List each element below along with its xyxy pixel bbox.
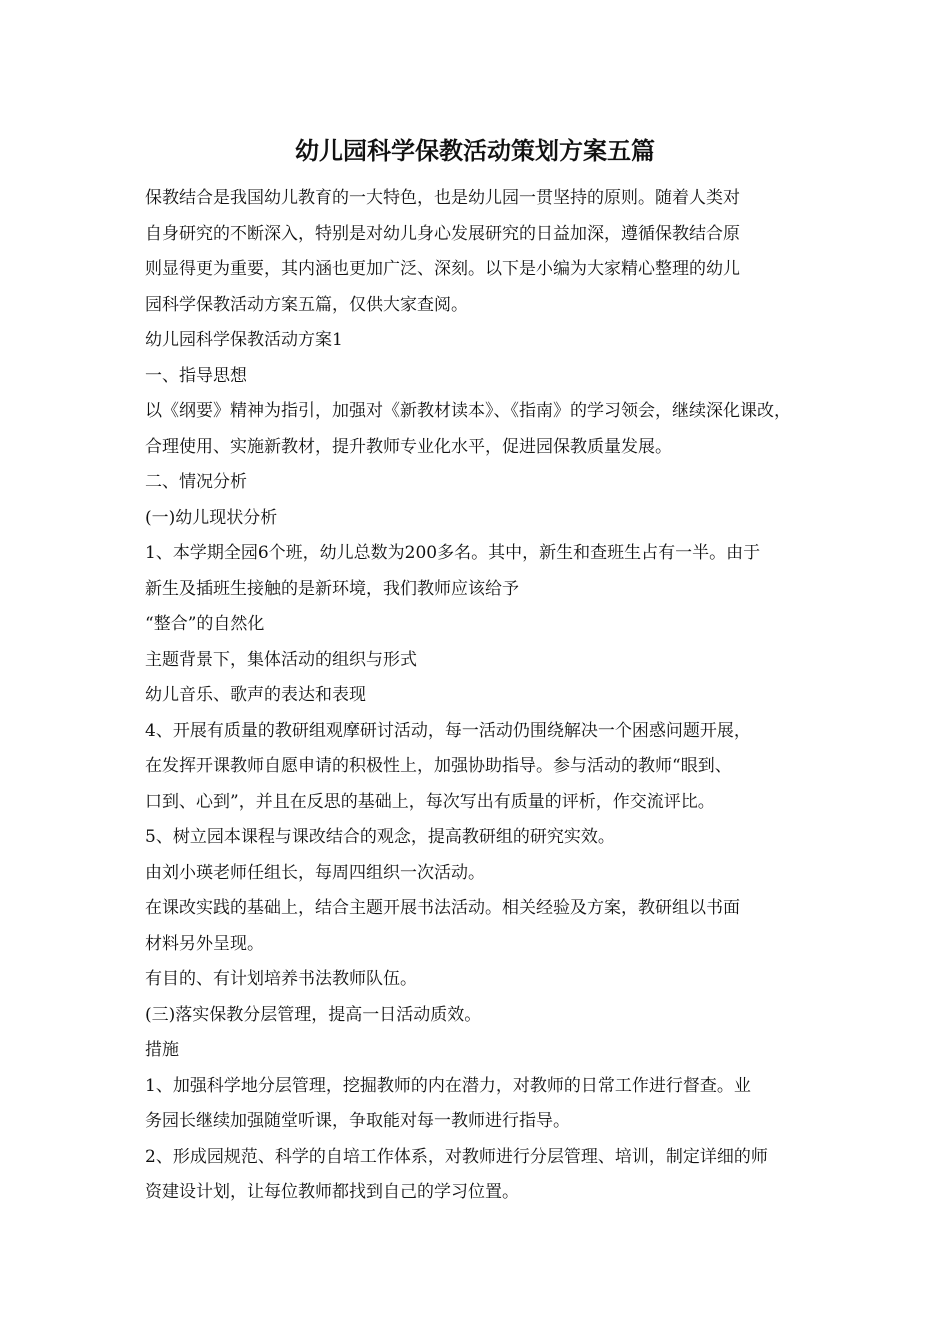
section-heading: 措施: [145, 1040, 179, 1060]
text-line: 幼儿音乐、歌声的表达和表现: [145, 685, 366, 705]
text-line: 1、加强科学地分层管理，挖掘教师的内在潜力，对教师的日常工作进行督查。业: [145, 1075, 751, 1096]
text-line: 园科学保教活动方案五篇，仅供大家查阅。: [145, 294, 468, 315]
text-line: 4、开展有质量的教研组观摩研讨活动，每一活动仍围绕解决一个困惑问题开展，: [145, 720, 751, 741]
text-line: 资建设计划，让每位教师都找到自己的学习位置。: [145, 1182, 519, 1202]
text-line: 2、形成园规范、科学的自培工作体系，对教师进行分层管理、培训，制定详细的师: [145, 1146, 768, 1167]
text-line: 保教结合是我国幼儿教育的一大特色，也是幼儿园一贯坚持的原则。随着人类对: [145, 188, 740, 208]
text-line: 自身研究的不断深入，特别是对幼儿身心发展研究的日益加深，遵循保教结合原: [145, 223, 740, 244]
text-line: 口到、心到”，并且在反思的基础上，每次写出有质量的评析，作交流评比。: [145, 791, 715, 812]
section-heading: 幼儿园科学保教活动方案1: [145, 330, 343, 350]
document-title: 幼儿园科学保教活动策划方案五篇: [295, 136, 655, 165]
text-line: 1、本学期全园6个班，幼儿总数为200多名。其中，新生和查班生占有一半。由于: [145, 543, 761, 563]
text-line: 务园长继续加强随堂听课，争取能对每一教师进行指导。: [145, 1111, 570, 1131]
text-line: 则显得更为重要，其内涵也更加广泛、深刻。以下是小编为大家精心整理的幼儿: [145, 259, 740, 279]
section-heading: (三)落实保教分层管理，提高一日活动质效。: [145, 1004, 482, 1025]
text-line: 在发挥开课教师自愿申请的积极性上，加强协助指导。参与活动的教师“眼到、: [145, 756, 732, 776]
body-text: [145, 181, 815, 1211]
section-heading: (一)幼儿现状分析: [145, 507, 278, 528]
text-line: 在课改实践的基础上，结合主题开展书法活动。相关经验及方案，教研组以书面: [145, 898, 740, 918]
section-heading: 一、指导思想: [145, 365, 247, 386]
text-line: 以《纲要》精神为指引，加强对《新教材读本》、《指南》的学习领会，继续深化课改，: [145, 401, 791, 421]
text-line: 主题背景下，集体活动的组织与形式: [145, 649, 417, 670]
text-line: 有目的、有计划培养书法教师队伍。: [145, 969, 417, 989]
text-line: “整合”的自然化: [145, 614, 265, 634]
text-line: 材料另外呈现。: [145, 933, 264, 954]
text-line: 由刘小瑛老师任组长，每周四组织一次活动。: [145, 862, 485, 883]
text-line: 合理使用、实施新教材，提升教师专业化水平，促进园保教质量发展。: [145, 436, 672, 457]
section-heading: 二、情况分析: [145, 472, 247, 492]
text-line: 新生及插班生接触的是新环境，我们教师应该给予: [145, 578, 519, 599]
text-line: 5、树立园本课程与课改结合的观念，提高教研组的研究实效。: [145, 827, 615, 847]
document-body: [145, 181, 815, 1211]
